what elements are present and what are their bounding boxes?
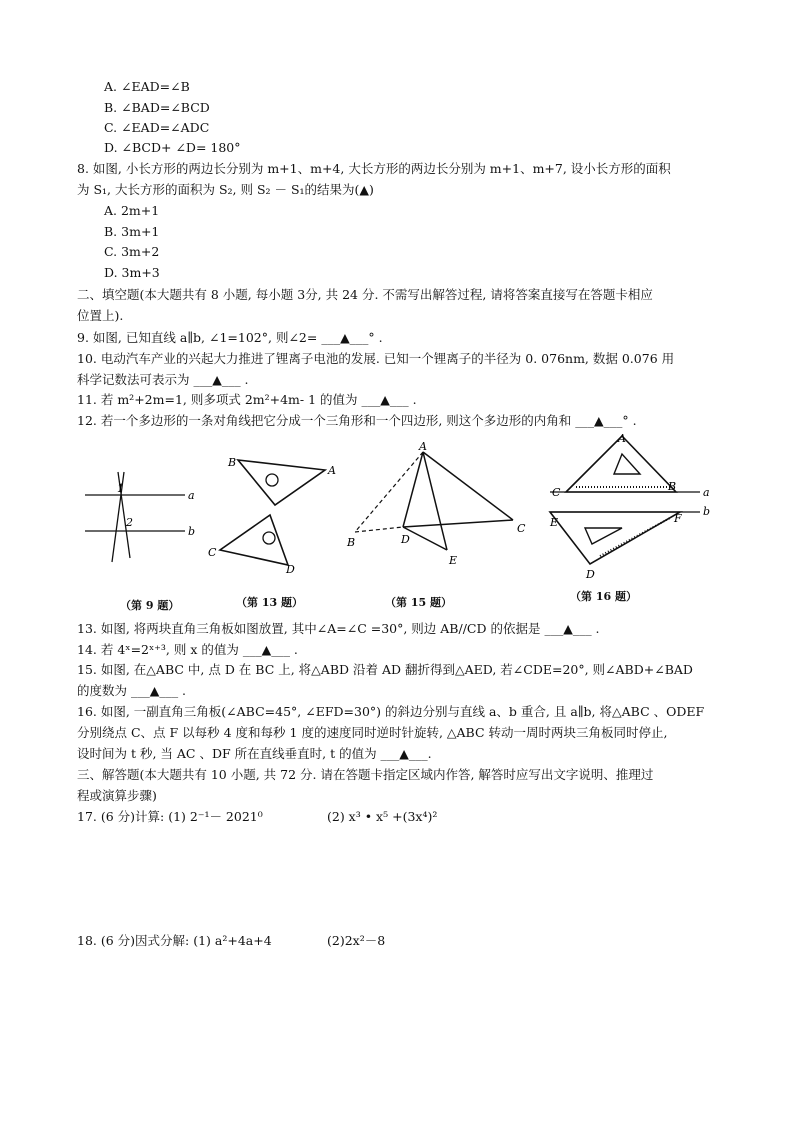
q7-option-b: B. ∠BAD=∠BCD — [104, 100, 210, 115]
label-D: D — [286, 563, 295, 575]
label-B: B — [347, 536, 356, 549]
triangle-lower — [220, 515, 288, 565]
q18-head: 18. (6 分)因式分解: (1) a²+4a+4 — [77, 933, 272, 948]
label-A: A — [618, 432, 626, 445]
label-b: b — [703, 505, 711, 518]
caption-q16: （第 16 题） — [570, 590, 637, 603]
q7-option-d: D. ∠BCD+ ∠D= 180° — [104, 140, 241, 155]
q8-option-b: B. 3m+1 — [104, 224, 160, 239]
caption-q9: （第 9 题） — [120, 599, 180, 612]
q16-stem-line2: 分别绕点 C、点 F 以每秒 4 度和每秒 1 度的速度同时逆时针旋转, △ABC 转动一周时两块三角板同时停止, — [77, 725, 668, 740]
caption-q15: （第 15 题） — [385, 596, 452, 609]
label-C: C — [208, 546, 217, 559]
q8-option-d: D. 3m+3 — [104, 265, 160, 280]
label-E: E — [449, 554, 458, 567]
section2-header-line2: 位置上). — [77, 308, 124, 323]
section3-header-line2: 程或演算步骤) — [77, 788, 157, 803]
label-C: C — [552, 486, 561, 499]
triangle-DEF-inner — [585, 528, 622, 544]
q8-stem-line2: 为 S₁, 大长方形的面积为 S₂, 则 S₂ － S₁的结果为(▲) — [77, 182, 374, 197]
q10-stem-line2: 科学记数法可表示为 ___▲___ . — [77, 372, 249, 387]
q16-stem-line3: 设时间为 t 秒, 当 AC 、DF 所在直线垂直时, t 的值为 ___▲___. — [77, 746, 432, 761]
section3-header-line1: 三、解答题(本大题共有 10 小题, 共 72 分. 请在答题卡指定区域内作答, 解答时应写出文字说明、推理过 — [77, 767, 654, 782]
figure-q13 — [200, 450, 350, 575]
q11-stem: 11. 若 m²+2m=1, 则多项式 2m²+4m- 1 的值为 ___▲___ . — [77, 392, 417, 407]
q7-option-a: A. ∠EAD=∠B — [104, 79, 190, 94]
label-D: D — [586, 568, 595, 581]
q15-stem-line2: 的度数为 ___▲___ . — [77, 683, 187, 698]
triangle-DEF — [550, 512, 680, 564]
q8-option-c: C. 3m+2 — [104, 244, 160, 259]
q9-stem: 9. 如图, 已知直线 a∥b, ∠1=102°, 则∠2= ___▲___° . — [77, 330, 383, 345]
figure-q15 — [345, 440, 535, 575]
line-b-label: b — [188, 525, 196, 538]
q17-part2: (2) x³ • x⁵ +(3x⁴)² — [327, 809, 438, 824]
q8-option-a: A. 2m+1 — [104, 203, 160, 218]
figure-q9 — [80, 470, 200, 565]
q15-stem-line1: 15. 如图, 在△ABC 中, 点 D 在 BC 上, 将△ABD 沿着 AD 翻折得到△AED, 若∠CDE=20°, 则∠ABD+∠BAD — [77, 662, 693, 677]
q12-stem: 12. 若一个多边形的一条对角线把它分成一个三角形和一个四边形, 则这个多边形的内角和 ___▲___° . — [77, 413, 637, 428]
label-A: A — [328, 464, 336, 477]
label-C: C — [517, 522, 526, 535]
label-E: E — [550, 516, 559, 529]
label-a: a — [703, 486, 710, 499]
figure-q16 — [530, 432, 730, 582]
q8-stem-line1: 8. 如图, 小长方形的两边长分别为 m+1、m+4, 大长方形的两边长分别为 m+1、m+7, 设小长方形的面积 — [77, 161, 671, 176]
q14-stem: 14. 若 4ˣ=2ˣ⁺³, 则 x 的值为 ___▲___ . — [77, 642, 298, 657]
q17-head: 17. (6 分)计算: (1) 2⁻¹－ 2021⁰ — [77, 809, 263, 824]
q10-stem-line1: 10. 电动汽车产业的兴起大力推进了锂离子电池的发展. 已知一个锂离子的半径为 0. 076nm, 数据 0.076 用 — [77, 351, 675, 366]
q13-stem: 13. 如图, 将两块直角三角板如图放置, 其中∠A=∠C =30°, 则边 AB//CD 的依据是 ___▲___ . — [77, 621, 600, 636]
segment-DC — [403, 520, 513, 527]
line-a-label: a — [188, 489, 195, 502]
q18-part2: (2)2x²－8 — [327, 933, 386, 948]
triangle-upper — [238, 460, 325, 505]
caption-q13: （第 13 题） — [236, 596, 303, 609]
dashed-BD — [355, 527, 403, 532]
triangle-upper-hole — [266, 474, 278, 486]
label-B: B — [668, 480, 677, 493]
triangle-ABC-inner — [614, 454, 640, 474]
q7-option-c: C. ∠EAD=∠ADC — [104, 120, 210, 135]
label-F: F — [674, 512, 682, 525]
angle-1-label: 1 — [117, 482, 124, 495]
label-B: B — [228, 456, 237, 469]
label-D: D — [401, 533, 410, 546]
angle-2-label: 2 — [126, 516, 133, 529]
label-A: A — [419, 440, 427, 453]
triangle-lower-hole — [263, 532, 275, 544]
section2-header-line1: 二、填空题(本大题共有 8 小题, 每小题 3分, 共 24 分. 不需写出解答过程, 请将答案直接写在答题卡相应 — [77, 287, 653, 302]
q16-stem-line1: 16. 如图, 一副直角三角板(∠ABC=45°, ∠EFD=30°) 的斜边分别与直线 a、b 重合, 且 a∥b, 将△ABC 、ODEF — [77, 704, 705, 719]
